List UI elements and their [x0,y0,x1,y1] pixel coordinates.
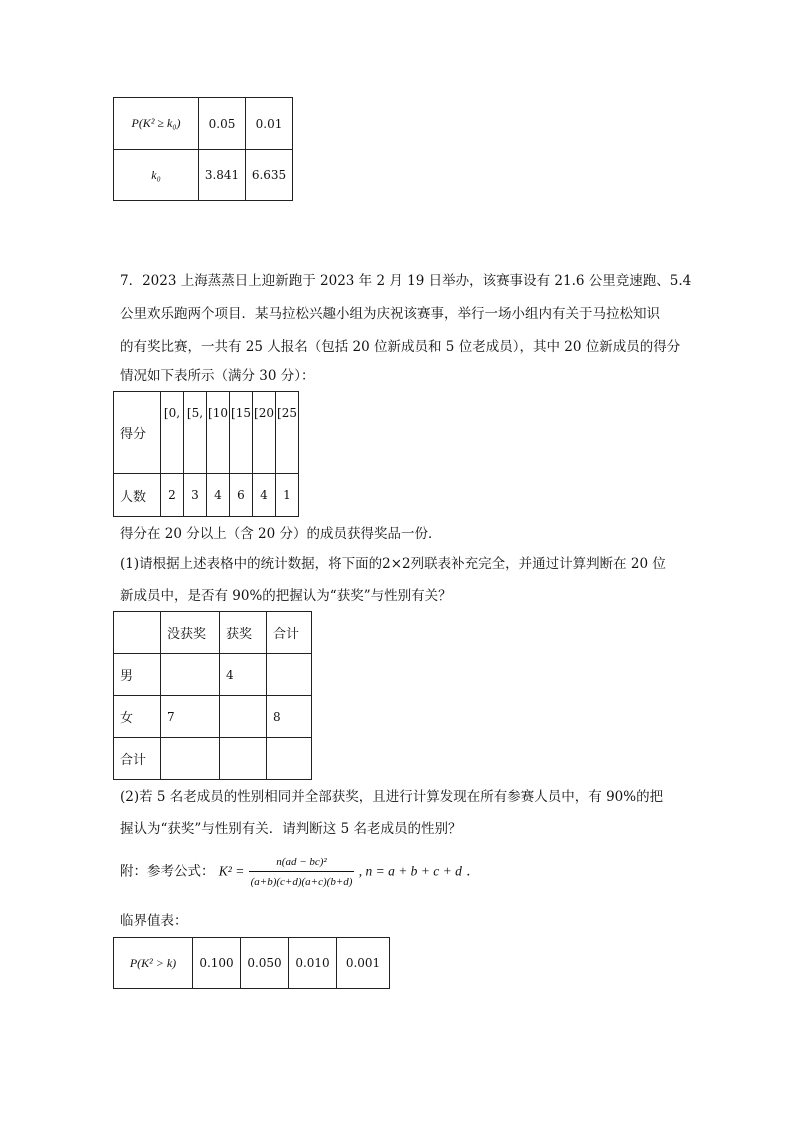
table2-cell: 0.100 [193,938,241,989]
score-interval: [15 [230,392,253,474]
q2-line-1: (2)若 5 名老成员的性别相同并全部获奖，且进行计算发现在所有参赛人员中，有 90%的把 [120,789,664,805]
count-cell: 6 [230,474,253,517]
ct-corner [114,612,161,654]
score-interval: [10 [207,392,230,474]
table1-cell: 0.05 [199,98,246,150]
ct-cell: 8 [267,696,312,738]
count-cell: 1 [276,474,299,517]
ct-row-label: 女 [114,696,161,738]
table1-k-label: k₀ [114,150,199,201]
ct-cell [267,738,312,780]
score-header: 得分 [114,392,161,474]
formula-fraction [249,853,355,891]
score-interval: [20 [253,392,276,474]
count-cell: 4 [253,474,276,517]
table2-cell: 0.001 [337,938,390,989]
ct-cell [220,738,267,780]
count-cell: 2 [161,474,184,517]
critical-value-table-bottom [113,937,390,989]
count-cell: 3 [184,474,207,517]
critical-value-table-top [113,97,293,201]
ct-cell: 4 [220,654,267,696]
table2-cell: 0.050 [241,938,289,989]
table2-cell: 0.010 [289,938,337,989]
contingency-table [113,611,312,780]
formula-prefix: 附：参考公式： [120,863,215,880]
q1-line-1: (1)请根据上述表格中的统计数据，将下面的2×2列联表补充完全，并通过计算判断在 20 位 [120,556,666,572]
problem-line-4: 情况如下表所示（满分 30 分）： [120,368,315,384]
problem-line-1: 7．2023 上海蒸蒸日上迎新跑于 2023 年 2 月 19 日举办，该赛事设有 21.6 公里竞速跑、5.4 [120,273,692,289]
critical-table-label: 临界值表： [120,913,188,929]
formula-denominator: (a+b)(c+d)(a+c)(b+d) [249,871,355,891]
table1-prob-label: P(K² ≥ k₀) [114,98,199,150]
ct-row-label: 男 [114,654,161,696]
ct-header: 没获奖 [161,612,220,654]
ct-header: 获奖 [220,612,267,654]
problem-line-2: 公里欢乐跑两个项目．某马拉松兴趣小组为庆祝该赛事，举行一场小组内有关于马拉松知识 [120,306,660,322]
score-interval: [5, [184,392,207,474]
problem-line-3: 的有奖比赛，一共有 25 人报名（包括 20 位新成员和 5 位老成员），其中 20 位新成员的得分 [120,339,681,355]
table1-cell: 6.635 [246,150,293,201]
score-table [113,391,299,517]
q2-line-2: 握认为“获奖”与性别有关．请判断这 5 名老成员的性别？ [120,821,462,837]
ct-cell [161,738,220,780]
ct-row-label: 合计 [114,738,161,780]
count-cell: 4 [207,474,230,517]
score-interval: [0, [161,392,184,474]
formula-numerator: n(ad − bc)² [276,856,327,868]
score-interval: [25 [276,392,299,474]
table1-cell: 3.841 [199,150,246,201]
table2-prob-label: P(K² > k) [114,938,193,989]
ct-header: 合计 [267,612,312,654]
count-header: 人数 [114,474,161,517]
ct-cell [161,654,220,696]
q1-line-2: 新成员中，是否有 90%的把握认为“获奖”与性别有关？ [120,588,452,604]
formula-end: ． [466,863,480,880]
formula-line [120,853,480,891]
table1-cell: 0.01 [246,98,293,150]
formula-suffix: , n = a + b + c + d [358,863,462,879]
award-note: 得分在 20 分以上（含 20 分）的成员获得奖品一份． [120,526,442,542]
ct-cell [220,696,267,738]
ct-cell: 7 [161,696,220,738]
ct-cell [267,654,312,696]
formula-lhs: K² = [218,863,245,879]
